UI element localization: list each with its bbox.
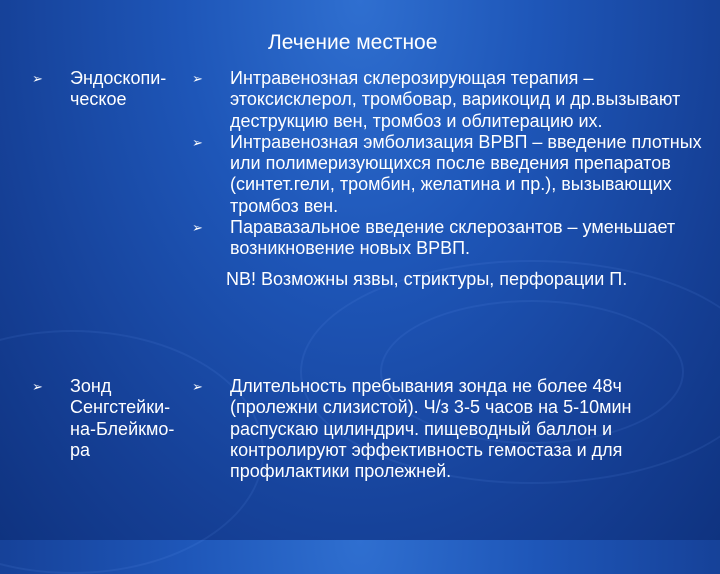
list-item-text: Паравазальное введение склерозантов – уменьшает возникновение новых ВРВП. [230, 217, 676, 259]
warning-note: NB! Возможны язвы, стриктуры, перфорации П. [226, 268, 628, 289]
arrow-bullet-icon: ➢ [192, 134, 203, 150]
row-label-text: Зонд Сенгстейки-на-Блейкмо-ра [70, 376, 175, 460]
list-item [192, 132, 702, 217]
row-label [32, 376, 192, 461]
row-items [192, 376, 702, 482]
list-item-text: Интравенозная склерозирующая терапия – этоксисклерол, тромбовар, варикоцид и др.вызывают деструкцию вен, тромбоз и облитерацию их. [230, 68, 681, 131]
list-item [192, 217, 702, 260]
row-label-text: Эндоскопи-ческое [70, 68, 167, 110]
list-item [192, 376, 702, 482]
arrow-bullet-icon: ➢ [32, 379, 43, 394]
row-label [32, 68, 192, 111]
arrow-bullet-icon: ➢ [192, 379, 203, 394]
arrow-bullet-icon: ➢ [192, 71, 203, 86]
arrow-bullet-icon: ➢ [32, 71, 43, 86]
list-item-text: Длительность пребывания зонда не более 48ч (пролежни слизистой). Ч/з 3-5 часов на 5-10мин распускаю цилиндрич. пищеводный баллон и контролируют эффективность гемостаза и для профилактики пролежней. [230, 376, 632, 482]
list-item [192, 68, 702, 132]
arrow-bullet-icon: ➢ [192, 220, 203, 236]
row-items [192, 68, 702, 290]
list-item-text: Интравенозная эмболизация ВРВП – введение плотных или полимеризующихся после введения препаратов (синтет.гели, тромбин, желатина и пр.), вызывающих тромбоз вен. [230, 131, 702, 216]
slide-title: Лечение местное [268, 31, 438, 54]
